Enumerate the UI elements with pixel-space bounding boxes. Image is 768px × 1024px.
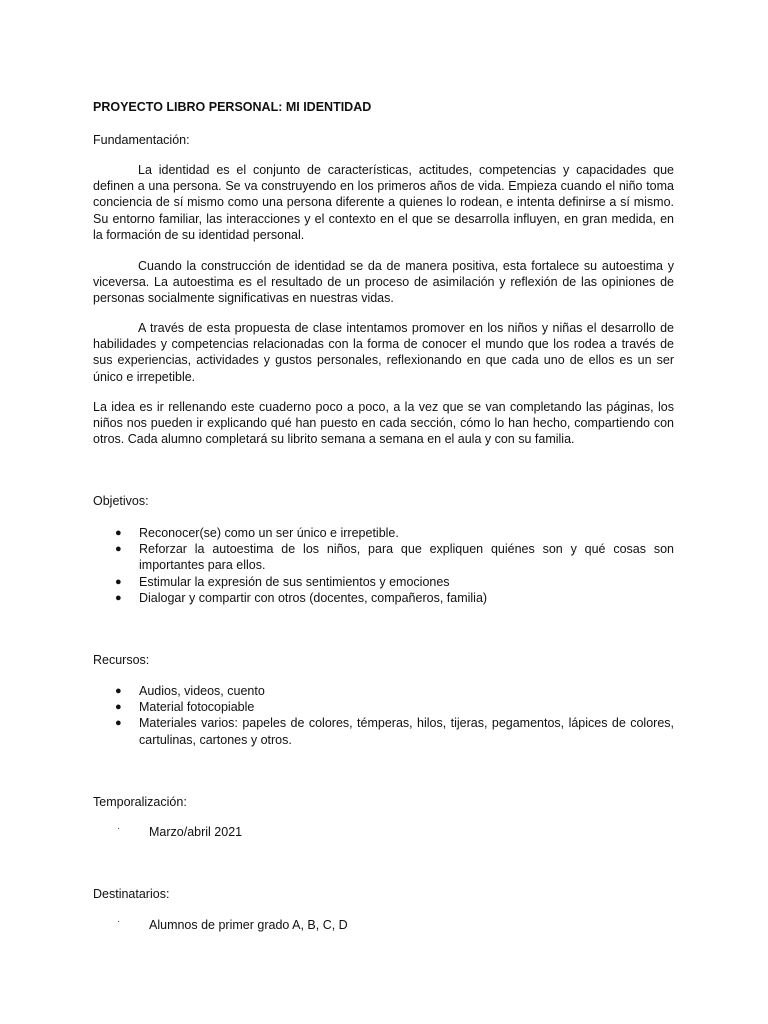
recursos-heading: Recursos:	[93, 653, 150, 667]
fundamentacion-heading: Fundamentación:	[93, 133, 190, 147]
list-item: ● Materiales varios: papeles de colores, témperas, hilos, tijeras, pegamentos, lápices de colores, cartulinas, cartones y otros.	[115, 716, 674, 747]
middle-dot-icon: ·	[117, 823, 121, 834]
objetivos-list	[93, 525, 674, 606]
list-item: ● Audios, videos, cuento	[115, 684, 265, 698]
list-item: ● Reforzar la autoestima de los niños, para que expliquen quiénes son y qué cosas son importantes para ellos.	[115, 542, 674, 573]
destinatarios-heading: Destinatarios:	[93, 887, 170, 901]
fundamentacion-paragraph-2: Cuando la construcción de identidad se da de manera positiva, esta fortalece su autoestima y viceversa. La autoestima es el resultado de un proceso de asimilación y reflexión de las opiniones de personas socialmente significativas en nuestras vidas.	[93, 259, 674, 306]
fundamentacion-paragraph-3: A través de esta propuesta de clase intentamos promover en los niños y niñas el desarrollo de habilidades y competencias relacionadas con la forma de conocer el mundo que los rodea a través de sus experiencias, actividades y gustos personales, reflexionando en que cada uno de ellos es un ser único e irrepetible.	[93, 321, 674, 384]
bullet-icon: ●	[115, 717, 122, 730]
recursos-list	[93, 683, 674, 748]
bullet-icon: ●	[115, 701, 122, 714]
bullet-icon: ●	[115, 575, 122, 588]
temporalizacion-heading: Temporalización:	[93, 795, 187, 809]
objetivos-heading: Objetivos:	[93, 494, 149, 508]
fundamentacion-paragraph-4: La idea es ir rellenando este cuaderno poco a poco, a la vez que se van completando las páginas, los niños nos pueden ir explicando qué han puesto en cada sección, cómo lo han hecho, compartiendo con otros. Cada alumno completará su librito semana a semana en el aula y con su familia.	[93, 400, 674, 447]
fundamentacion-paragraph-1: La identidad es el conjunto de características, actitudes, competencias y capacidades que definen a una persona. Se va construyendo en los primeros años de vida. Empieza cuando el niño toma conciencia de sí mismo como una persona diferente a quienes lo rodean, e intenta definirse a sí mismo. Su entorno familiar, las interacciones y el contexto en el que se desarrolla influyen, en gran medida, en la formación de su identidad personal.	[93, 163, 674, 242]
bullet-icon: ●	[115, 685, 122, 697]
list-item: ● Reconocer(se) como un ser único e irrepetible.	[115, 526, 399, 540]
list-item: ● Dialogar y compartir con otros (docentes, compañeros, familia)	[115, 590, 488, 605]
bullet-icon: ●	[115, 527, 122, 539]
bullet-icon: ●	[115, 591, 122, 604]
document-title: PROYECTO LIBRO PERSONAL: MI IDENTIDAD	[93, 100, 372, 114]
list-item: ● Estimular la expresión de sus sentimientos y emociones	[115, 574, 450, 589]
middle-dot-icon: ·	[117, 916, 121, 927]
bullet-icon: ●	[115, 543, 122, 556]
list-item: ● Material fotocopiable	[115, 700, 255, 715]
